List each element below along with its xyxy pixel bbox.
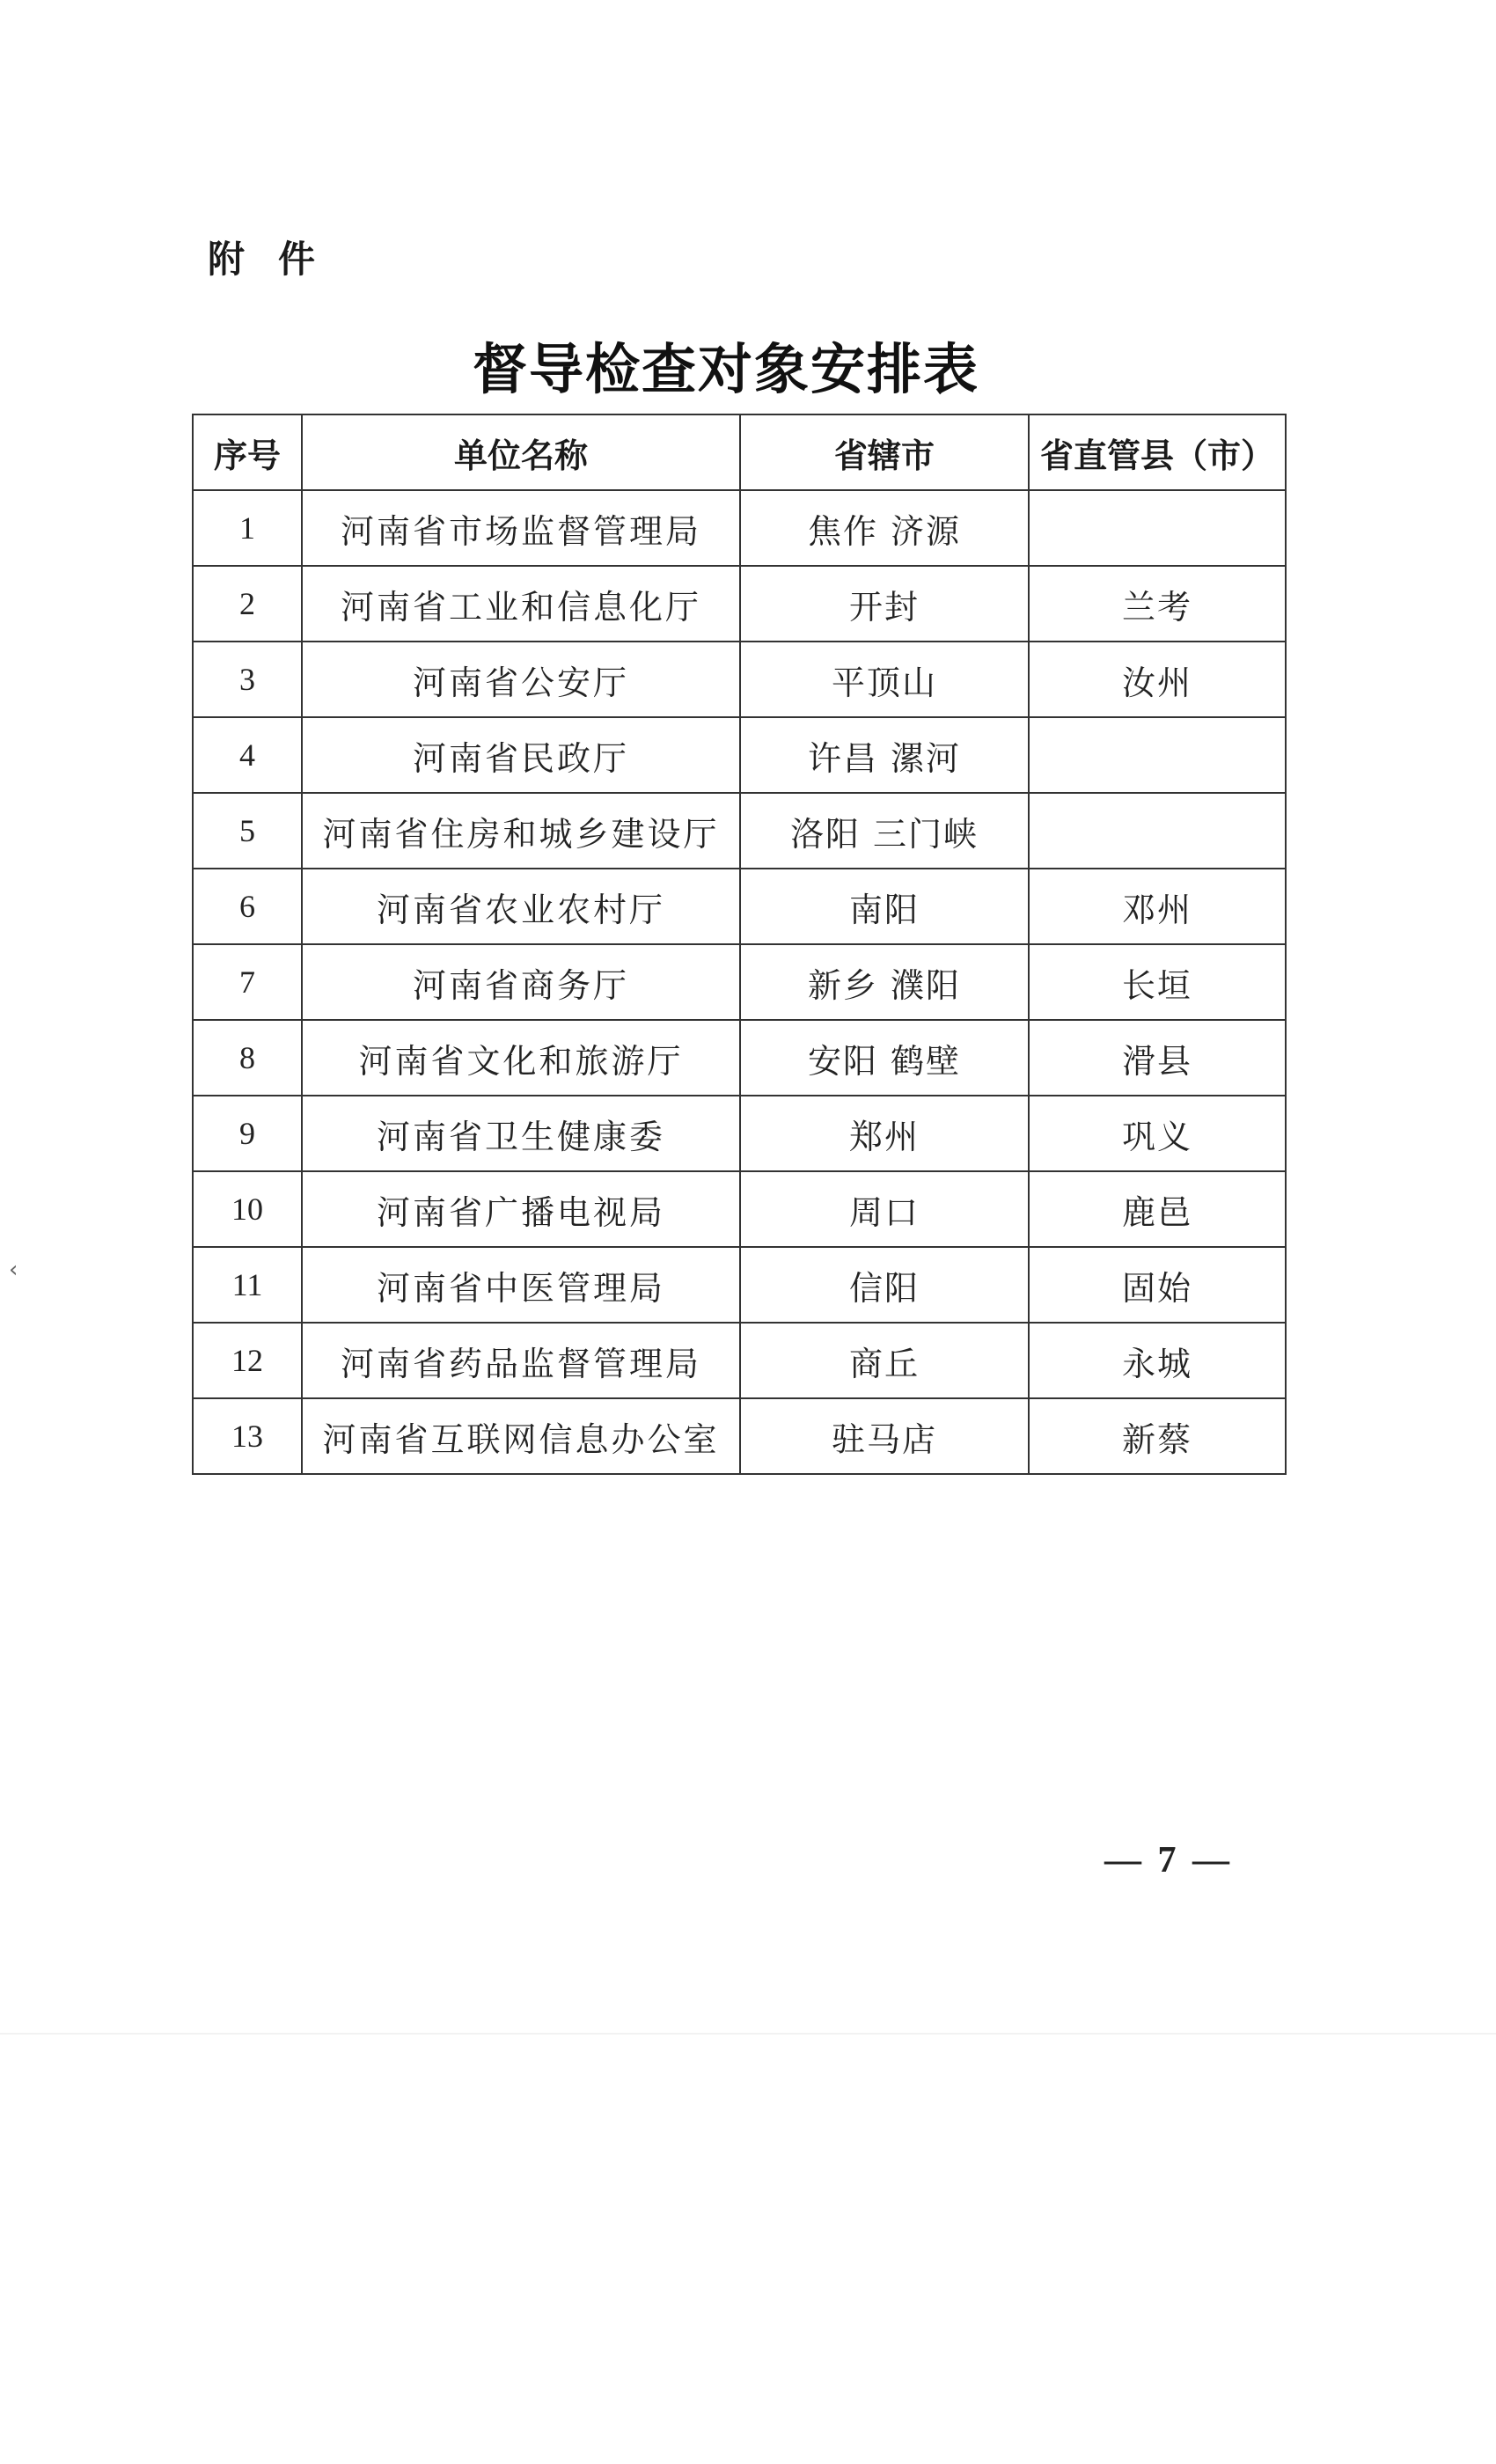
city-cell: 南阳: [740, 869, 1029, 944]
county-cell: 汝州: [1029, 642, 1286, 717]
row-number: 11: [193, 1247, 302, 1323]
unit-name: 河南省药品监督管理局: [302, 1323, 740, 1398]
table-row: [193, 566, 1286, 642]
city-cell: 许昌 漯河: [740, 717, 1029, 793]
city-cell: 信阳: [740, 1247, 1029, 1323]
row-number: 9: [193, 1096, 302, 1171]
table-row: [193, 944, 1286, 1020]
page-title: 督导检查对象安排表: [472, 337, 979, 401]
row-number: 10: [193, 1171, 302, 1247]
attachment-label: 附件: [208, 238, 349, 281]
table-row: [193, 1247, 1286, 1323]
row-number: 6: [193, 869, 302, 944]
page-number: — 7 —: [1104, 1840, 1233, 1881]
table-row: [193, 793, 1286, 869]
scan-edge-mark: ‹: [9, 1257, 18, 1283]
unit-name: 河南省住房和城乡建设厅: [302, 793, 740, 869]
column-header-city: 省辖市: [740, 414, 1029, 490]
column-header-number: 序号: [193, 414, 302, 490]
unit-name: 河南省市场监督管理局: [302, 490, 740, 566]
unit-name: 河南省公安厅: [302, 642, 740, 717]
unit-name: 河南省民政厅: [302, 717, 740, 793]
table-row: [193, 1020, 1286, 1096]
row-number: 3: [193, 642, 302, 717]
unit-name: 河南省商务厅: [302, 944, 740, 1020]
table-row: [193, 1171, 1286, 1247]
unit-name: 河南省互联网信息办公室: [302, 1398, 740, 1474]
table-row: [193, 1323, 1286, 1398]
city-cell: 安阳 鹤壁: [740, 1020, 1029, 1096]
county-cell: 滑县: [1029, 1020, 1286, 1096]
row-number: 13: [193, 1398, 302, 1474]
row-number: 2: [193, 566, 302, 642]
county-cell: 巩义: [1029, 1096, 1286, 1171]
city-cell: 新乡 濮阳: [740, 944, 1029, 1020]
county-cell: 永城: [1029, 1323, 1286, 1398]
county-cell: [1029, 717, 1286, 793]
table-row: [193, 869, 1286, 944]
city-cell: 驻马店: [740, 1398, 1029, 1474]
unit-name: 河南省中医管理局: [302, 1247, 740, 1323]
row-number: 7: [193, 944, 302, 1020]
county-cell: 新蔡: [1029, 1398, 1286, 1474]
county-cell: 鹿邑: [1029, 1171, 1286, 1247]
county-cell: [1029, 490, 1286, 566]
city-cell: 焦作 济源: [740, 490, 1029, 566]
unit-name: 河南省农业农村厅: [302, 869, 740, 944]
column-header-county: 省直管县（市）: [1029, 414, 1286, 490]
unit-name: 河南省文化和旅游厅: [302, 1020, 740, 1096]
city-cell: 郑州: [740, 1096, 1029, 1171]
table-row: [193, 1398, 1286, 1474]
inspection-schedule-table: [192, 414, 1287, 1475]
county-cell: 邓州: [1029, 869, 1286, 944]
table-row: [193, 490, 1286, 566]
unit-name: 河南省工业和信息化厅: [302, 566, 740, 642]
row-number: 1: [193, 490, 302, 566]
county-cell: 固始: [1029, 1247, 1286, 1323]
column-header-unit: 单位名称: [302, 414, 740, 490]
table-row: [193, 717, 1286, 793]
unit-name: 河南省卫生健康委: [302, 1096, 740, 1171]
table-row: [193, 1096, 1286, 1171]
table-header-row: [193, 414, 1286, 490]
row-number: 4: [193, 717, 302, 793]
county-cell: [1029, 793, 1286, 869]
row-number: 12: [193, 1323, 302, 1398]
row-number: 5: [193, 793, 302, 869]
city-cell: 洛阳 三门峡: [740, 793, 1029, 869]
city-cell: 开封: [740, 566, 1029, 642]
city-cell: 商丘: [740, 1323, 1029, 1398]
unit-name: 河南省广播电视局: [302, 1171, 740, 1247]
county-cell: 长垣: [1029, 944, 1286, 1020]
city-cell: 周口: [740, 1171, 1029, 1247]
row-number: 8: [193, 1020, 302, 1096]
city-cell: 平顶山: [740, 642, 1029, 717]
table-row: [193, 642, 1286, 717]
county-cell: 兰考: [1029, 566, 1286, 642]
